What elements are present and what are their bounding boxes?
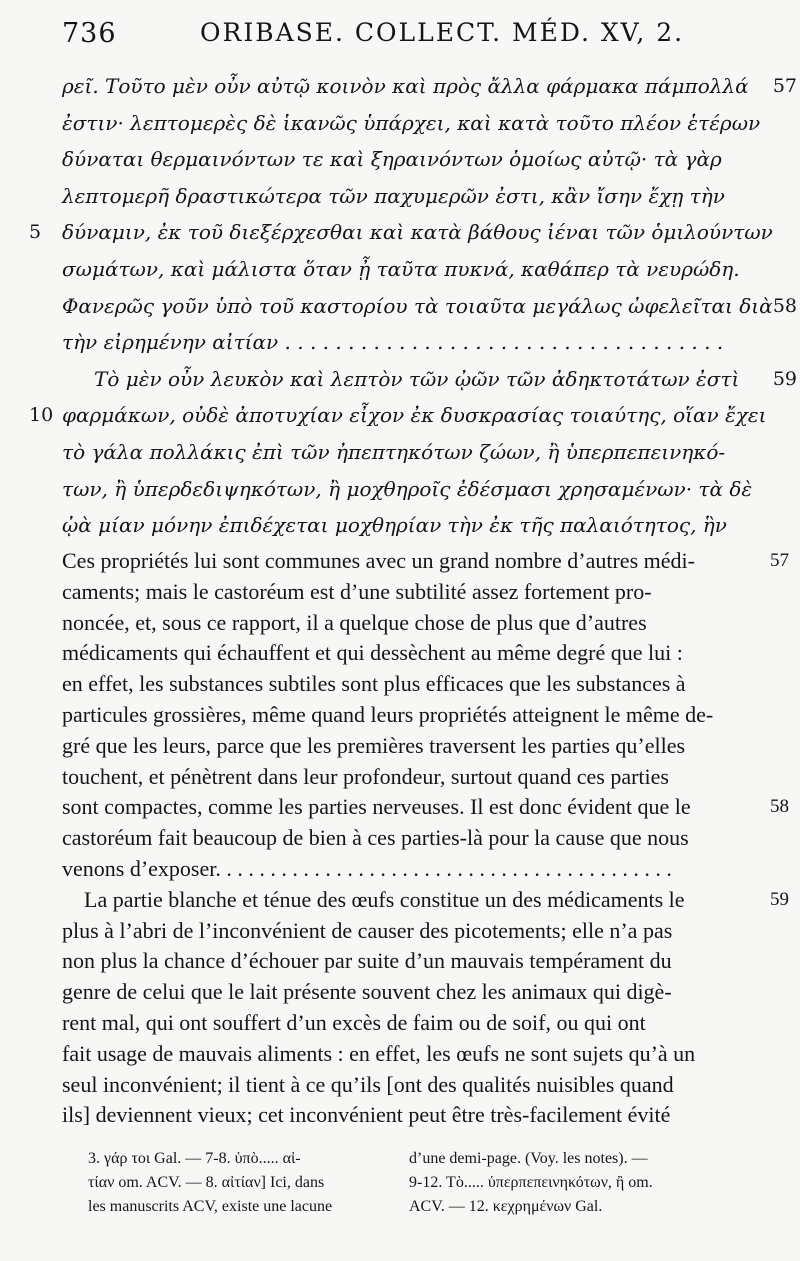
french-line-text: touchent, et pénètrent dans leur profondeur, surtout quand ces parties bbox=[62, 763, 669, 789]
french-line bbox=[62, 823, 742, 854]
greek-line-text: δύναται θερμαινόντων τε καὶ ξηραινόντων ὁμοίως αὐτῷ· τὰ γὰρ bbox=[62, 147, 722, 172]
running-head: ORIBASE. COLLECT. MÉD. XV, 2. bbox=[200, 18, 685, 47]
french-line bbox=[62, 638, 742, 669]
french-translation-block bbox=[62, 546, 789, 1131]
french-line-text: rent mal, qui ont souffert d’un excès de faim ou de soif, ou qui ont bbox=[62, 1009, 646, 1035]
footnotes-left-column bbox=[88, 1147, 393, 1219]
french-line-text: non plus la chance d’échouer par suite d’un mauvais tempérament du bbox=[62, 948, 672, 974]
greek-line bbox=[62, 251, 767, 288]
french-line bbox=[62, 977, 742, 1008]
section-number: 57 bbox=[772, 75, 797, 97]
greek-line-text: ᾠὰ μίαν μόνην ἐπιδέχεται μοχθηρίαν τὴν ἐκ τῆς παλαιότητος, ἣν bbox=[62, 513, 727, 538]
greek-line bbox=[62, 434, 767, 471]
french-line-text: médicaments qui échauffent et qui dessèchent au même degré que lui : bbox=[62, 640, 683, 666]
french-line bbox=[62, 546, 789, 577]
section-number: 57 bbox=[770, 550, 789, 571]
french-line bbox=[62, 946, 742, 977]
french-line-text: castoréum fait beaucoup de bien à ces parties-là pour la cause que nous bbox=[62, 825, 689, 851]
greek-line bbox=[29, 397, 767, 434]
french-line bbox=[62, 762, 742, 793]
line-number: 10 bbox=[29, 404, 54, 427]
greek-line bbox=[62, 105, 767, 142]
line-number: 5 bbox=[29, 221, 42, 244]
french-line bbox=[62, 577, 742, 608]
french-line bbox=[62, 608, 742, 639]
french-line-text: plus à l’abri de l’inconvénient de causer des picotements; elle n’a pas bbox=[62, 917, 673, 943]
section-number: 59 bbox=[770, 888, 789, 910]
french-line-text: sont compactes, comme les parties nerveuses. Il est donc évident que le bbox=[62, 794, 691, 820]
greek-line-text: Φανερῶς γοῦν ὑπὸ τοῦ καστορίου τὰ τοιαῦτα μεγάλως ὠφελεῖται διὰ bbox=[62, 293, 773, 318]
footnote-line: ACV. — 12. κεχρημένων Gal. bbox=[409, 1198, 603, 1215]
greek-line bbox=[62, 68, 797, 105]
french-line-text: noncée, et, sous ce rapport, il a quelque chose de plus que d’autres bbox=[62, 609, 647, 635]
french-line bbox=[62, 854, 742, 885]
greek-line-text: τὴν εἰρημένην αἰτίαν . . . . . . . . . . . . . . . . . . . . . . . . . . . . . . . . . . . bbox=[62, 330, 724, 355]
french-line-text: en effet, les substances subtiles sont plus efficaces que les substances à bbox=[62, 671, 686, 697]
french-line bbox=[62, 792, 789, 823]
greek-line-text: τὸ γάλα πολλάκις ἐπὶ τῶν ἠπεπτηκότων ζώων, ἢ ὑπερπεπεινηκό- bbox=[62, 439, 726, 464]
greek-line bbox=[62, 288, 797, 325]
greek-line-text: δύναμιν, ἐκ τοῦ διεξέρχεσθαι καὶ κατὰ βάθους ἰέναι τῶν ὁμιλούντων bbox=[62, 220, 773, 245]
page-number: 736 bbox=[62, 18, 117, 49]
greek-line-text: των, ἢ ὑπερδεδιψηκότων, ἢ μοχθηροῖς ἐδέσμασι χρησαμένων· τὰ δὲ bbox=[62, 476, 753, 501]
greek-line bbox=[62, 361, 797, 398]
greek-line-text: Τὸ μὲν οὖν λευκὸν καὶ λεπτὸν τῶν ᾠῶν τῶν ἀδηκτοτάτων ἐστὶ bbox=[94, 366, 740, 391]
greek-line-text: ἐστιν· λεπτομερὲς δὲ ἱκανῶς ὑπάρχει, καὶ κατὰ τοῦτο πλέον ἑτέρων bbox=[62, 110, 761, 135]
greek-text-block bbox=[29, 68, 797, 544]
french-line-text: ils] deviennent vieux; cet inconvénient peut être très-facilement évité bbox=[62, 1102, 671, 1128]
french-line bbox=[62, 1039, 742, 1070]
section-number: 58 bbox=[772, 294, 797, 317]
french-line bbox=[62, 669, 742, 700]
french-line bbox=[62, 731, 742, 762]
footnote-line: 9-12. Τὸ..... ὑπερπεπεινηκότων, ἢ om. bbox=[409, 1174, 653, 1191]
french-line bbox=[62, 916, 742, 947]
french-line-text: particules grossières, même quand leurs propriétés atteignent le même de- bbox=[62, 701, 714, 727]
french-line-text: caments; mais le castoréum est d’une subtilité assez fortement pro- bbox=[62, 578, 652, 604]
page-header bbox=[0, 12, 800, 62]
french-line-text: gré que les leurs, parce que les premières traversent les parties qu’elles bbox=[62, 732, 686, 758]
section-number: 59 bbox=[772, 367, 797, 390]
greek-line bbox=[62, 178, 767, 215]
greek-line-text: ρεῖ. Τοῦτο μὲν οὖν αὐτῷ κοινὸν καὶ πρὸς ἄλλα φάρμακα πάμπολλά bbox=[62, 74, 749, 98]
greek-line-text: λεπτομερῆ δραστικώτερα τῶν παχυμερῶν ἐστι, κἂν ἴσην ἔχῃ τὴν bbox=[62, 183, 725, 208]
footnotes-right-column bbox=[409, 1147, 749, 1219]
french-line bbox=[62, 885, 789, 916]
section-number: 58 bbox=[770, 796, 789, 818]
french-line-text: genre de celui que le lait présente souvent chez les animaux qui digè- bbox=[62, 979, 672, 1005]
footnote-line: les manuscrits ACV, existe une lacune bbox=[88, 1198, 333, 1215]
footnote-line: 3. γάρ τοι Gal. — 7-8. ὑπὸ..... αἰ- bbox=[88, 1150, 301, 1167]
french-line-text: seul inconvénient; il tient à ce qu’ils [ont des qualités nuisibles quand bbox=[62, 1071, 674, 1097]
footnote-line: τίαν om. ACV. — 8. αἰτίαν] Ici, dans bbox=[88, 1174, 325, 1191]
french-line-text: La partie blanche et ténue des œufs constitue un des médicaments le bbox=[84, 886, 685, 912]
french-line bbox=[62, 700, 742, 731]
greek-line-text: φαρμάκων, οὐδὲ ἀποτυχίαν εἶχον ἐκ δυσκρασίας τοιαύτης, οἵαν ἔχει bbox=[62, 403, 767, 428]
greek-line bbox=[62, 324, 767, 361]
greek-line bbox=[62, 141, 767, 178]
french-line bbox=[62, 1100, 742, 1131]
french-line-text: fait usage de mauvais aliments : en effet, les œufs ne sont sujets qu’à un bbox=[62, 1040, 696, 1066]
french-line bbox=[62, 1008, 742, 1039]
greek-line bbox=[62, 471, 767, 508]
french-line-text: venons d’exposer. . . . . . . . . . . . . . . . . . . . . . . . . . . . . . . . . . . . . . . . . . bbox=[62, 855, 672, 881]
footnote-line: d’une demi-page. (Voy. les notes). — bbox=[409, 1150, 648, 1167]
french-line-text: Ces propriétés lui sont communes avec un grand nombre d’autres médi- bbox=[62, 548, 695, 573]
french-line bbox=[62, 1070, 742, 1101]
greek-line bbox=[29, 214, 773, 251]
greek-line bbox=[62, 507, 767, 544]
greek-line-text: σωμάτων, καὶ μάλιστα ὅταν ᾖ ταῦτα πυκνά, καθάπερ τὰ νευρώδη. bbox=[62, 256, 740, 281]
